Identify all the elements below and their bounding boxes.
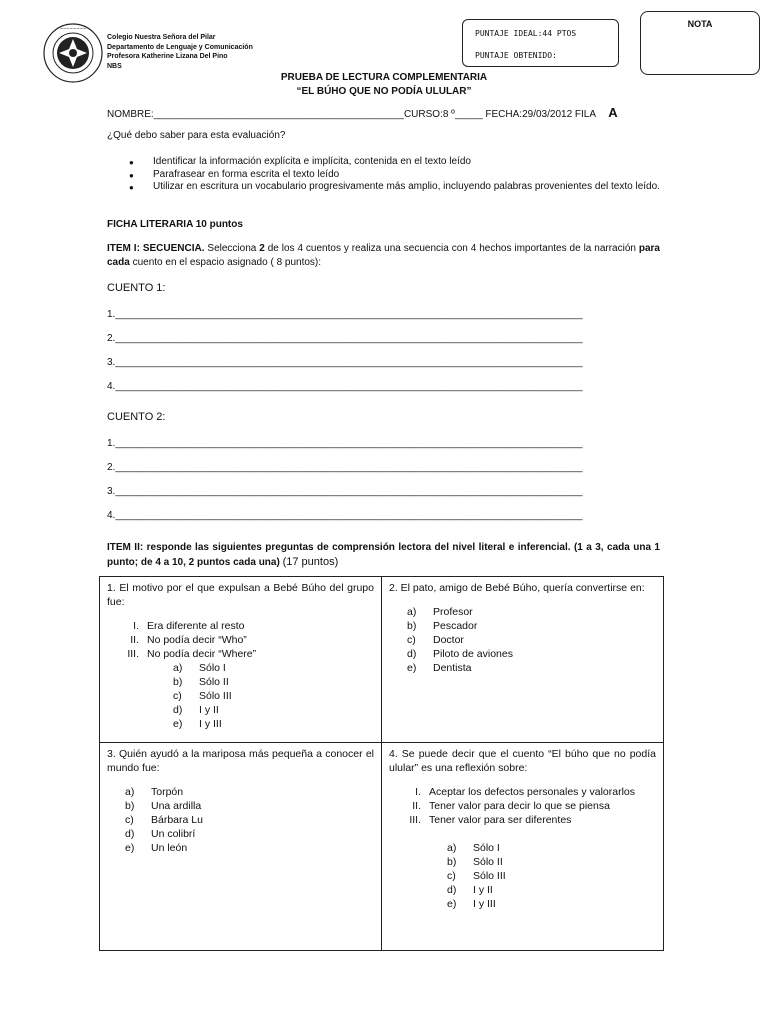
question-2-options[interactable] <box>407 605 656 675</box>
ficha-literaria: FICHA LITERARIA 10 puntos <box>107 219 243 230</box>
score-box <box>462 19 619 67</box>
option-letter: e) <box>447 898 457 910</box>
option-text: Sólo III <box>473 870 506 882</box>
option-text: Una ardilla <box>151 800 202 812</box>
option-letter: b) <box>447 856 457 868</box>
option-letter: d) <box>407 648 417 660</box>
school-name: Colegio Nuestra Señora del Pilar <box>107 34 216 41</box>
statement-number: III. <box>409 814 421 826</box>
option[interactable] <box>447 883 656 897</box>
question-1-options[interactable] <box>173 661 374 731</box>
item1-label: ITEM I: SECUENCIA. <box>107 243 205 254</box>
statement-number: I. <box>133 620 139 632</box>
question-1-text: 1. El motivo por el que expulsan a Bebé Búho del grupo fue: <box>107 582 374 608</box>
option[interactable] <box>125 813 374 827</box>
puntaje-obtenido: PUNTAJE OBTENIDO: <box>475 51 557 60</box>
question-3-text: 3. Quién ayudó a la mariposa más pequeña a conocer el mundo fue: <box>107 748 374 774</box>
statement-text: Aceptar los defectos personales y valorarlos <box>429 786 636 798</box>
option[interactable] <box>407 647 656 661</box>
option-letter: c) <box>173 690 182 702</box>
option-letter: a) <box>407 606 417 618</box>
option[interactable] <box>125 799 374 813</box>
option[interactable] <box>173 717 374 731</box>
option[interactable] <box>173 703 374 717</box>
option-text: Sólo I <box>199 662 226 674</box>
statement-text: Tener valor para decir lo que se piensa <box>429 800 610 812</box>
statement-text: No podía decir “Who” <box>147 634 247 646</box>
option-letter: a) <box>125 786 135 798</box>
answer-line[interactable]: 4.____________________________________________________________________________________ <box>107 510 583 521</box>
option[interactable] <box>447 869 656 883</box>
item1-number: 2 <box>259 243 265 254</box>
option-text: Sólo II <box>199 676 229 688</box>
page-title: PRUEBA DE LECTURA COMPLEMENTARIA <box>280 72 488 83</box>
cuento-2-lines[interactable] <box>107 438 660 534</box>
option-text: I y II <box>199 704 219 716</box>
option-text: Bárbara Lu <box>151 814 203 826</box>
department: Departamento de Lenguaje y Comunicación <box>107 43 253 51</box>
statement-number: I. <box>415 786 421 798</box>
teacher: Profesora Katherine Lizana Del Pino <box>107 53 228 60</box>
cuento-1-lines[interactable] <box>107 309 660 405</box>
option-letter: c) <box>125 814 134 826</box>
option-letter: b) <box>173 676 183 688</box>
item2-points: (17 puntos) <box>282 556 339 568</box>
option[interactable] <box>173 689 374 703</box>
option-text: Un león <box>151 842 188 854</box>
objective-item: ● Identificar la información explícita e implícita, contenida en el texto leído <box>107 156 662 169</box>
option-text: I y II <box>473 884 493 896</box>
option-text: Profesor <box>433 606 473 618</box>
question-3-cell <box>100 743 382 951</box>
option-text: Dentista <box>433 662 472 674</box>
option-text: Sólo II <box>473 856 503 868</box>
questions-table <box>99 576 664 951</box>
info-fields: NOMBRE:_____________________________________________CURSO:8 º_____ FECHA:29/03/2012 FILA <box>107 109 596 120</box>
question-4-cell <box>382 743 664 951</box>
option[interactable] <box>173 675 374 689</box>
grade-box[interactable] <box>640 11 760 75</box>
question-2-text: 2. El pato, amigo de Bebé Búho, quería convertirse en: <box>389 582 645 594</box>
objective-item: ● Utilizar en escritura un vocabulario progresivamente más amplio, incluyendo palabras provenientes del texto leído. <box>107 181 662 194</box>
statement-text: No podía decir “Where” <box>147 648 257 660</box>
student-info-line[interactable] <box>107 105 618 120</box>
cuento-2-heading: CUENTO 2: <box>107 411 166 423</box>
question-4-statements <box>389 785 656 827</box>
option-text: Sólo I <box>473 842 500 854</box>
option[interactable] <box>447 841 656 855</box>
evaluation-question: ¿Qué debo saber para esta evaluación? <box>107 130 286 141</box>
option[interactable] <box>407 605 656 619</box>
puntaje-ideal: PUNTAJE IDEAL:44 PTOS <box>475 29 577 38</box>
answer-line[interactable]: 1.____________________________________________________________________________________ <box>107 438 583 449</box>
question-1-statements <box>107 619 374 661</box>
item1-bold: para cada <box>107 243 660 268</box>
option-letter: b) <box>125 800 135 812</box>
item2-instructions <box>107 541 660 570</box>
answer-line[interactable]: 2.____________________________________________________________________________________ <box>107 333 583 344</box>
option-text: Un colibrí <box>151 828 196 840</box>
question-2-cell <box>382 577 664 743</box>
question-3-options[interactable] <box>125 785 374 855</box>
statement-number: III. <box>127 648 139 660</box>
option[interactable] <box>125 827 374 841</box>
cuento-1-heading: CUENTO 1: <box>107 282 166 294</box>
statement-text: Era diferente al resto <box>147 620 245 632</box>
grade-label: NOTA <box>687 19 713 29</box>
objectives-list <box>107 156 662 194</box>
option[interactable] <box>125 841 374 855</box>
option-text: Torpón <box>151 786 184 798</box>
option-text: Sólo III <box>199 690 232 702</box>
option-letter: a) <box>173 662 183 674</box>
fila-letter: A <box>608 105 618 120</box>
level: NBS <box>107 62 122 70</box>
item1-text: cuento en el espacio asignado ( 8 puntos): <box>129 257 322 268</box>
option-letter: c) <box>447 870 456 882</box>
option[interactable] <box>407 633 656 647</box>
item1-text: Selecciona <box>204 243 260 254</box>
option-letter: d) <box>173 704 183 716</box>
option-text: I y III <box>199 718 222 730</box>
answer-line[interactable]: 1.____________________________________________________________________________________ <box>107 309 583 320</box>
item1-instructions <box>107 242 660 270</box>
item1-text: de los 4 cuentos y realiza una secuencia con 4 hechos importantes de la narración <box>264 243 639 254</box>
school-info <box>107 33 253 71</box>
answer-line[interactable]: 2.____________________________________________________________________________________ <box>107 462 583 473</box>
answer-line[interactable]: 3.____________________________________________________________________________________ <box>107 486 583 497</box>
option-letter: d) <box>125 828 135 840</box>
option-letter: d) <box>447 884 457 896</box>
option[interactable] <box>447 855 656 869</box>
svg-text:~~~~~~~~: ~~~~~~~~ <box>59 26 87 31</box>
option-letter: e) <box>173 718 183 730</box>
option-text: Doctor <box>433 634 464 646</box>
answer-line[interactable]: 4.____________________________________________________________________________________ <box>107 381 583 392</box>
page-subtitle: “EL BÚHO QUE NO PODÍA ULULAR” <box>296 86 472 97</box>
option-text: Piloto de aviones <box>433 648 513 660</box>
option[interactable] <box>173 661 374 675</box>
option-letter: e) <box>125 842 135 854</box>
statement-number: II. <box>412 800 421 812</box>
option[interactable] <box>125 785 374 799</box>
option[interactable] <box>447 897 656 911</box>
option-letter: e) <box>407 662 417 674</box>
option-text: I y III <box>473 898 496 910</box>
statement-text: Tener valor para ser diferentes <box>429 814 572 826</box>
option-letter: c) <box>407 634 416 646</box>
question-1-cell <box>100 577 382 743</box>
option-letter: b) <box>407 620 417 632</box>
answer-line[interactable]: 3.____________________________________________________________________________________ <box>107 357 583 368</box>
question-4-text: 4. Se puede decir que el cuento “El búho que no podía ulular” es una reflexión sobre: <box>389 748 656 774</box>
option[interactable] <box>407 661 656 675</box>
objective-item: ● Parafrasear en forma escrita el texto leído <box>107 169 662 182</box>
option-letter: a) <box>447 842 457 854</box>
statement-number: II. <box>130 634 139 646</box>
item2-text: ITEM II: responde las siguientes preguntas de comprensión lectora del nivel literal e inferencial. (1 a 3, cada una 1 punto; de 4 a 10, 2 puntos cada una) <box>107 542 660 568</box>
question-4-options[interactable] <box>447 841 656 911</box>
option-text: Pescador <box>433 620 478 632</box>
option[interactable] <box>407 619 656 633</box>
